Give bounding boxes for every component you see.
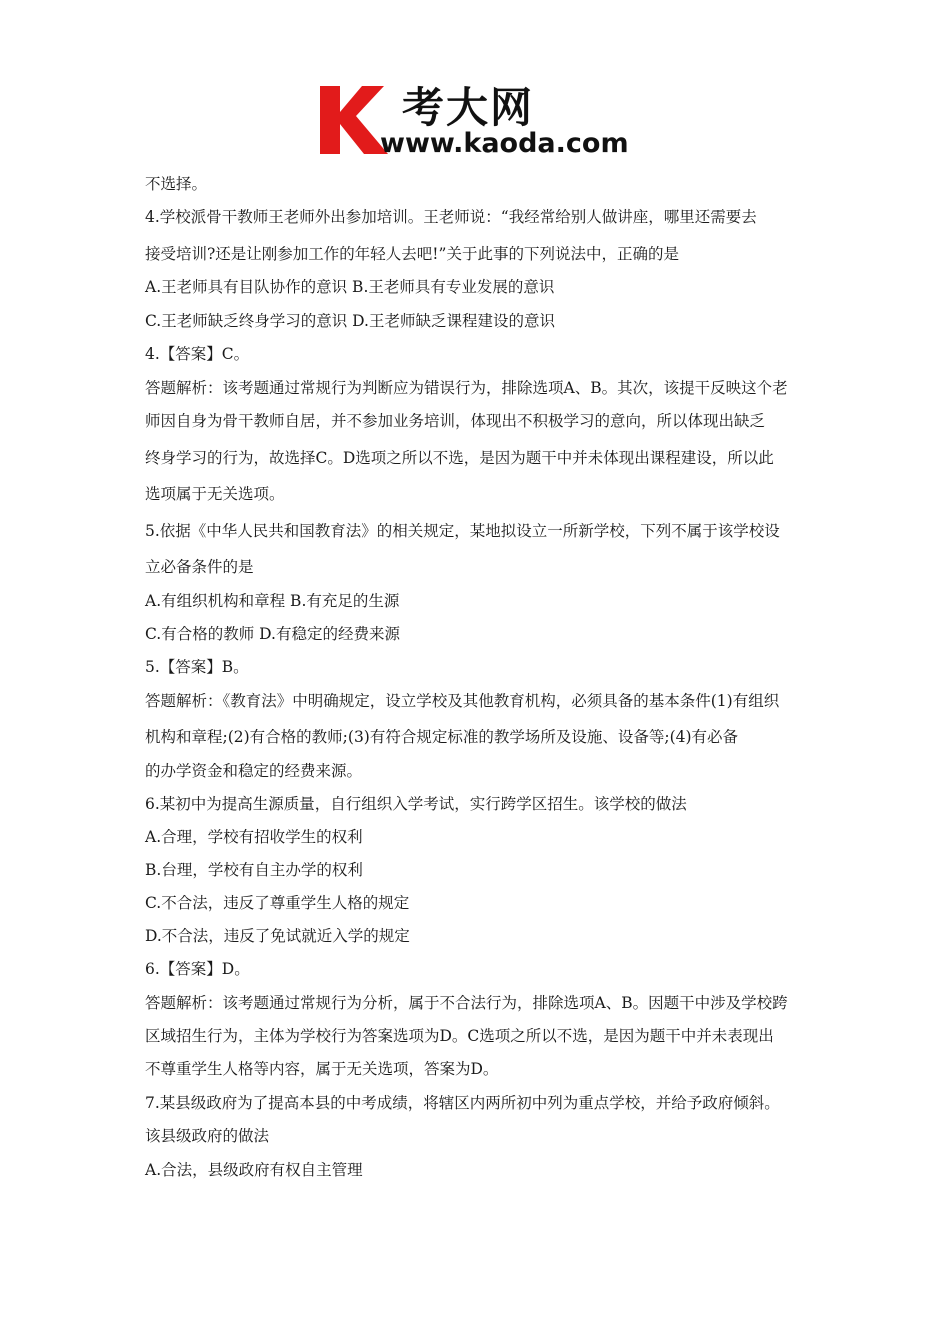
question-4-stem-cont: 接受培训?还是让刚参加工作的年轻人去吧!”关于此事的下列说法中，正确的是 <box>145 244 679 263</box>
question-6-analysis: 不尊重学生人格等内容，属于无关选项，答案为D。 <box>145 1060 499 1079</box>
question-4-answer: 4.【答案】C。 <box>145 345 250 364</box>
brand-url-text: www.kaoda.com <box>380 128 629 158</box>
question-7-stem: 7.某县级政府为了提高本县的中考成绩，将辖区内两所初中列为重点学校，并给予政府倾斜。 <box>145 1093 780 1112</box>
question-5-analysis: 的办学资金和稳定的经费来源。 <box>145 761 363 780</box>
question-6-analysis: 答题解析：该考题通过常规行为分析，属于不合法行为，排除选项A、B。因题干中涉及学校跨 <box>145 993 788 1012</box>
question-5-options-cd: C.有合格的教师 D.有稳定的经费来源 <box>145 625 400 644</box>
question-6-stem: 6.某初中为提高生源质量，自行组织入学考试，实行跨学区招生。该学校的做法 <box>145 795 687 814</box>
question-4-options-cd: C.王老师缺乏终身学习的意识 D.王老师缺乏课程建设的意识 <box>145 311 555 330</box>
question-4-stem: 4.学校派骨干教师王老师外出参加培训。王老师说：“我经常给别人做讲座，哪里还需要去 <box>145 208 757 227</box>
question-4-analysis: 师因自身为骨干教师自居，并不参加业务培训，体现出不积极学习的意向，所以体现出缺乏 <box>145 411 766 430</box>
question-4-analysis: 答题解析：该考题通过常规行为判断应为错误行为，排除选项A、B。其次，该提干反映这个老 <box>145 378 788 397</box>
brand-name-text: 考大网 <box>402 83 535 132</box>
question-4-analysis: 终身学习的行为，故选择C。D选项之所以不选，是因为题干中并未体现出课程建设，所以此 <box>145 448 774 467</box>
question-5-analysis: 机构和章程;(2)有合格的教师;(3)有符合规定标准的教学场所及设施、设备等;(4)有必备 <box>145 728 739 747</box>
question-5-options-ab: A.有组织机构和章程 B.有充足的生源 <box>145 591 400 610</box>
text-line: 不选择。 <box>145 175 208 193</box>
question-5-stem: 5.依据《中华人民共和国教育法》的相关规定，某地拟设立一所新学校，下列不属于该学校设 <box>145 521 780 540</box>
kaoda-logo <box>318 78 638 158</box>
question-4-analysis: 选项属于无关选项。 <box>145 485 285 504</box>
question-4-options-ab: A.王老师具有目队协作的意识 B.王老师具有专业发展的意识 <box>145 278 555 297</box>
question-5-answer: 5.【答案】B。 <box>145 658 249 677</box>
question-5-stem-cont: 立必备条件的是 <box>145 558 254 577</box>
question-6-option-c: C.不合法，违反了尊重学生人格的规定 <box>145 894 410 913</box>
question-6-option-a: A.合理，学校有招收学生的权利 <box>145 828 363 847</box>
question-6-option-b: B.台理，学校有自主办学的权利 <box>145 861 363 880</box>
question-7-option-a: A.合法，县级政府有权自主管理 <box>145 1160 363 1179</box>
k-logo-icon <box>318 78 638 158</box>
question-5-analysis: 答题解析：《教育法》中明确规定，设立学校及其他教育机构，必须具备的基本条件(1)有组织 <box>145 691 780 710</box>
question-6-answer: 6.【答案】D。 <box>145 960 250 979</box>
k-letter-icon <box>320 86 388 154</box>
question-6-analysis: 区域招生行为，主体为学校行为答案选项为D。C选项之所以不选，是因为题干中并未表现出 <box>145 1027 774 1046</box>
document-body <box>145 172 825 1191</box>
question-6-option-d: D.不合法，违反了免试就近入学的规定 <box>145 927 410 946</box>
question-7-stem-cont: 该县级政府的做法 <box>145 1127 270 1146</box>
